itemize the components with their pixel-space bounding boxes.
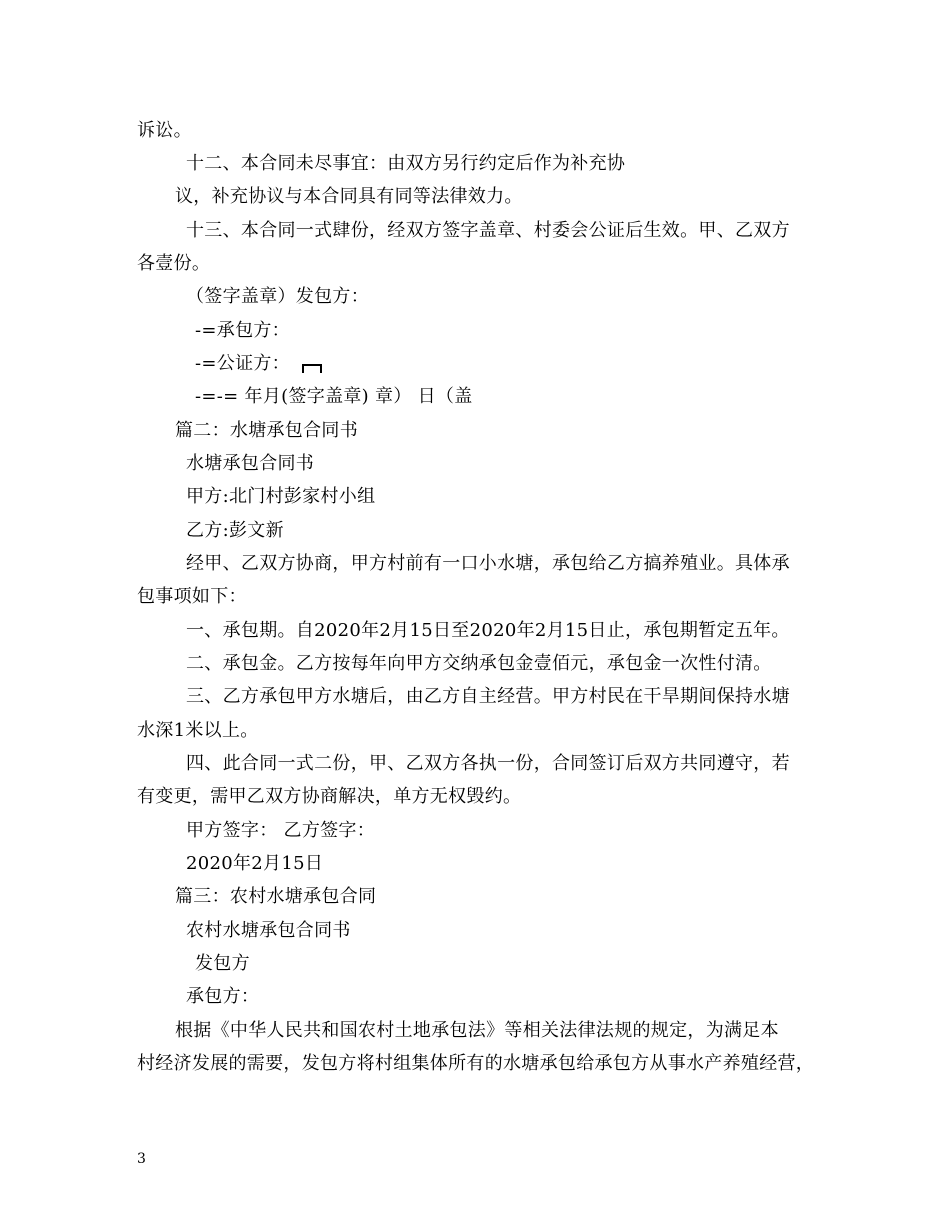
- text-line: 经甲、乙双方协商，甲方村前有一口小水塘，承包给乙方搞养殖业。具体承: [186, 553, 790, 574]
- text-line: 甲方签字： 乙方签字：: [186, 820, 376, 841]
- text-line: 三、乙方承包甲方水塘后，由乙方自主经营。甲方村民在干旱期间保持水塘: [186, 686, 790, 707]
- text-line: 发包方: [195, 953, 250, 974]
- text-line: 承包方：: [186, 986, 260, 1007]
- text-line: 各壹份。: [137, 253, 211, 274]
- text-line: 诉讼。: [137, 120, 192, 141]
- section-heading: 篇三：农村水塘承包合同: [175, 886, 377, 907]
- text-line: 水塘承包合同书: [186, 453, 315, 474]
- text-line: 根据《中华人民共和国农村土地承包法》等相关法律法规的规定，为满足本: [175, 1020, 779, 1041]
- text-line: 2020年2月15日: [186, 853, 324, 874]
- text-line: 甲方:北门村彭家村小组: [186, 486, 376, 507]
- text-line: 议，补充协议与本合同具有同等法律效力。: [175, 186, 523, 207]
- text-line-content: -=公证方：: [195, 353, 290, 374]
- text-line: 一、承包期。自2020年2月15日至2020年2月15日止，承包期暂定五年。: [186, 620, 790, 641]
- text-line: -=承包方：: [195, 320, 290, 341]
- text-line: 四、此合同一式二份，甲、乙双方各执一份，合同签订后双方共同遵守，若: [186, 753, 790, 774]
- text-line: 村经济发展的需要，发包方将村组集体所有的水塘承包给承包方从事水产养殖经营，: [137, 1053, 815, 1074]
- section-heading: 篇二：水塘承包合同书: [175, 420, 358, 441]
- bracket-mark-icon: [302, 364, 322, 373]
- text-line: 乙方:彭文新: [186, 520, 284, 541]
- text-line: -=-= 年月(签字盖章) 章） 日（盖: [195, 386, 473, 407]
- text-line: [195, 353, 322, 375]
- text-line: 农村水塘承包合同书: [186, 920, 351, 941]
- text-line: 二、承包金。乙方按每年向甲方交纳承包金壹佰元，承包金一次性付清。: [186, 653, 772, 674]
- text-line: 十三、本合同一式肆份，经双方签字盖章、村委会公证后生效。甲、乙双方: [186, 220, 790, 241]
- text-line: （签字盖章）发包方：: [186, 286, 369, 307]
- text-line: 包事项如下：: [137, 586, 247, 607]
- page-number: 3: [137, 1151, 146, 1167]
- text-line: 十二、本合同未尽事宜：由双方另行约定后作为补充协: [186, 153, 626, 174]
- text-line: 有变更，需甲乙双方协商解决，单方无权毁约。: [137, 786, 522, 807]
- text-line: 水深1米以上。: [137, 720, 259, 741]
